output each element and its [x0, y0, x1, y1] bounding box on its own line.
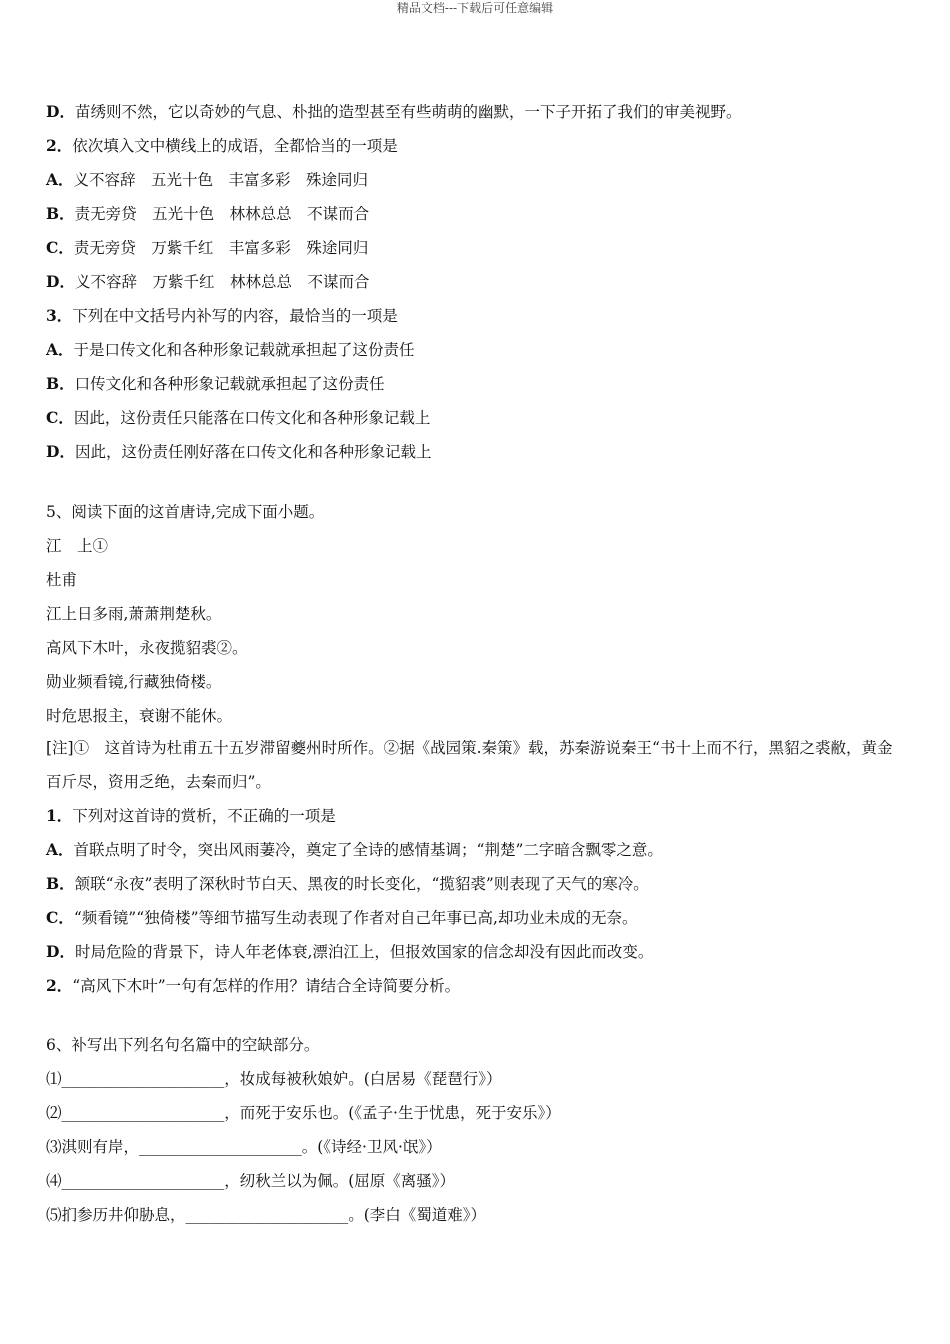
- line-label: 2．: [46, 976, 73, 995]
- line-text: 因此，这份责任只能落在口传文化和各种形象记载上: [73, 409, 431, 427]
- line-text: 下列在中文括号内补写的内容，最恰当的一项是: [72, 307, 398, 325]
- line-label: C．: [46, 408, 74, 427]
- line-text: 5、阅读下面的这首唐诗,完成下面小题。: [46, 503, 325, 521]
- line-label: D．: [46, 942, 75, 961]
- line-text: 颔联“永夜”表明了深秋时节白天、黑夜的时长变化，“揽貂裘”则表现了天气的寒冷。: [74, 875, 649, 893]
- line-text: 依次填入文中横线上的成语，全都恰当的一项是: [72, 137, 398, 155]
- line-text: 高风下木叶，永夜揽貂裘②。: [46, 639, 248, 657]
- option-line: [46, 941, 910, 963]
- line-label: B．: [46, 874, 75, 893]
- line-text: 首联点明了时令，突出风雨萋冷，奠定了全诗的感情基调；“荆楚”二字暗含飘零之意。: [73, 841, 663, 859]
- option-line: [46, 839, 910, 861]
- line-text: ⑴_____________________，妆成每被秋娘妒。(白居易《琵琶行》）: [46, 1070, 502, 1088]
- page-header: 精品文档---下载后可任意编辑: [396, 1, 554, 15]
- line-label: 1．: [46, 806, 73, 825]
- line-text: 于是口传文化和各种形象记载就承担起了这份责任: [73, 341, 415, 359]
- line-text: 江上日多雨,萧萧荆楚秋。: [46, 605, 222, 623]
- line-text: 杜甫: [46, 571, 78, 589]
- option-line: [46, 339, 910, 361]
- fill-blank-line: [46, 1170, 910, 1192]
- line-text: 时局危险的背景下，诗人年老体衰,漂泊江上，但报效国家的信念却没有因此而改变。: [74, 943, 654, 961]
- fill-blank-line: [46, 1136, 910, 1158]
- line-text: 因此，这份责任刚好落在口传文化和各种形象记载上: [74, 443, 432, 461]
- option-line: [46, 271, 910, 293]
- option-line: [46, 237, 910, 259]
- poem-author: [46, 569, 910, 591]
- poem-line: [46, 705, 910, 727]
- fill-blank-line: [46, 1068, 910, 1090]
- line-text: 下列对这首诗的赏析，不正确的一项是: [72, 807, 336, 825]
- poem-line: [46, 603, 910, 625]
- option-line: [46, 873, 910, 895]
- line-label: A．: [46, 170, 74, 189]
- text-line: [46, 101, 910, 123]
- question-line: [46, 975, 910, 997]
- option-line: [46, 203, 910, 225]
- option-line: [46, 441, 910, 463]
- line-text: 责无旁贷 万紫千红 丰富多彩 殊途同归: [73, 239, 369, 257]
- line-text: 义不容辞 万紫千红 林林总总 不谋而合: [74, 273, 370, 291]
- poem-title: [46, 535, 910, 557]
- line-label: A．: [46, 340, 74, 359]
- line-label: D．: [46, 102, 75, 121]
- question-line: [46, 135, 910, 157]
- line-text: 口传文化和各种形象记载就承担起了这份责任: [74, 375, 385, 393]
- line-text: 江 上①: [46, 537, 109, 555]
- poem-line: [46, 671, 910, 693]
- poem-line: [46, 637, 910, 659]
- line-text: 苗绣则不然，它以奇妙的气息、朴拙的造型甚至有些萌萌的幽默，一下子开拓了我们的审美视野。: [74, 103, 742, 121]
- poem-note: [46, 731, 906, 799]
- option-line: [46, 407, 910, 429]
- line-label: C．: [46, 908, 74, 927]
- line-label: 2．: [46, 136, 73, 155]
- line-text: [注]① 这首诗为杜甫五十五岁滞留夔州时所作。②据《战园策.秦策》载，苏秦游说秦王“书十上而不行，黑貂之裘敝，黄金百斤尽，资用乏绝，去秦而归”。: [46, 739, 893, 791]
- line-text: 时危思报主，衰谢不能休。: [46, 707, 233, 725]
- option-line: [46, 907, 910, 929]
- fill-blank-line: [46, 1102, 910, 1124]
- line-text: 义不容辞 五光十色 丰富多彩 殊途同归: [73, 171, 369, 189]
- line-label: C．: [46, 238, 74, 257]
- fill-blank-line: [46, 1204, 910, 1226]
- question-line: [46, 805, 910, 827]
- line-label: D．: [46, 272, 75, 291]
- line-text: “频看镜”“独倚楼”等细节描写生动表现了作者对自己年事已高,却功业未成的无奈。: [73, 909, 638, 927]
- section-heading: [46, 501, 910, 523]
- line-label: D．: [46, 442, 75, 461]
- line-text: “高风下木叶”一句有怎样的作用？请结合全诗简要分析。: [72, 977, 461, 995]
- question-line: [46, 305, 910, 327]
- section-heading: [46, 1034, 910, 1056]
- line-text: 责无旁贷 五光十色 林林总总 不谋而合: [74, 205, 370, 223]
- line-text: 勋业频看镜,行藏独倚楼。: [46, 673, 222, 691]
- line-text: ⑵_____________________，而死于安乐也。(《孟子·生于忧患，死于安乐》）: [46, 1104, 561, 1122]
- line-label: B．: [46, 374, 75, 393]
- line-label: 3．: [46, 306, 73, 325]
- line-text: ⑷_____________________，纫秋兰以为佩。(屈原《离骚》）: [46, 1172, 456, 1190]
- line-label: B．: [46, 204, 75, 223]
- option-line: [46, 373, 910, 395]
- line-text: ⑸扪参历井仰胁息，_____________________。(李白《蜀道难》）: [46, 1206, 487, 1224]
- line-label: A．: [46, 840, 74, 859]
- option-line: [46, 169, 910, 191]
- line-text: ⑶淇则有岸，_____________________。(《诗经·卫风·氓》）: [46, 1138, 442, 1156]
- line-text: 6、补写出下列名句名篇中的空缺部分。: [46, 1036, 320, 1054]
